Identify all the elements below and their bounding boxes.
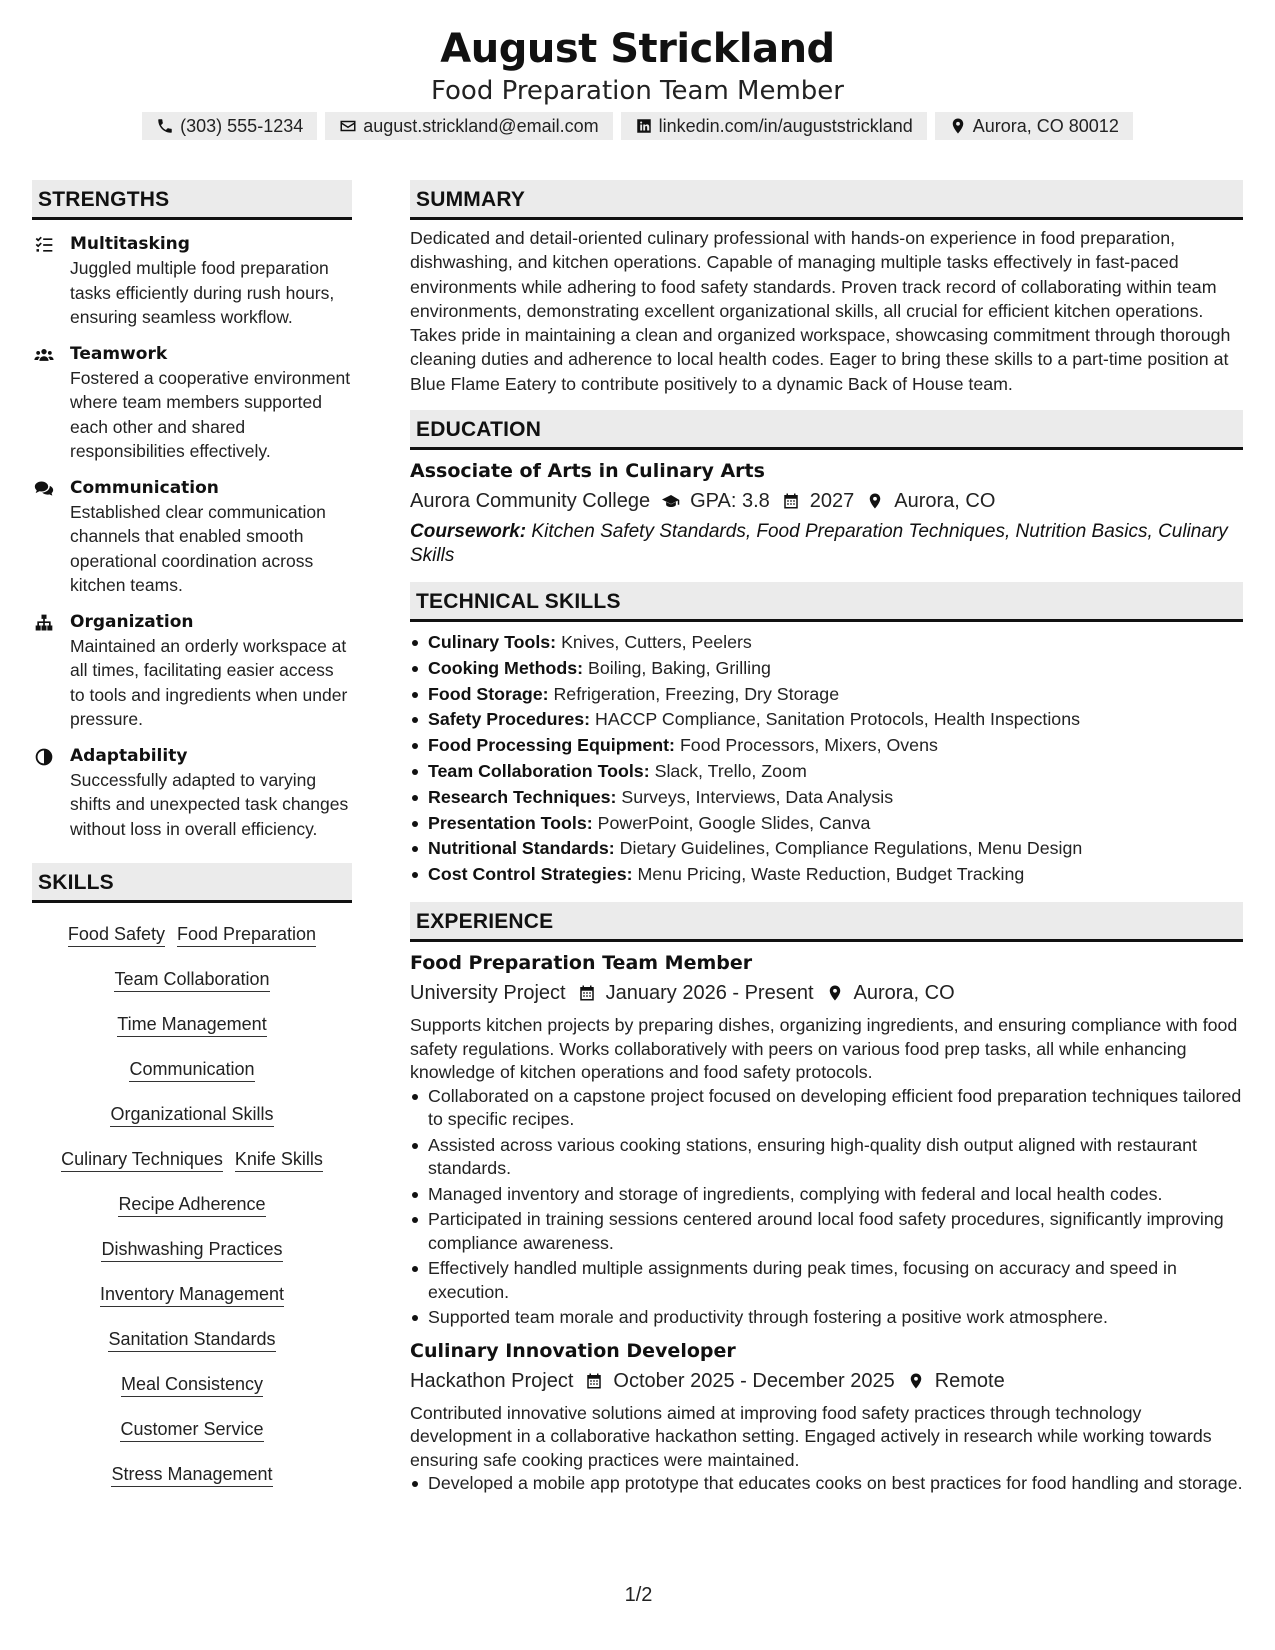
job-org: University Project	[410, 982, 566, 1005]
users-icon	[34, 345, 54, 365]
coursework	[410, 520, 1243, 568]
strength-title: Organization	[70, 611, 194, 632]
comments-icon	[34, 479, 54, 499]
list-item	[410, 785, 1243, 811]
job-description: Supports kitchen projects by preparing dishes, organizing ingredients, and ensuring compliance with food safety regulations. Works collaboratively with peers on various food prep tasks, all while enhancing knowledge of kitchen operations and food safety protocols.	[410, 1015, 1238, 1083]
skill-tag: Team Collaboration	[114, 967, 269, 992]
skill-tag: Stress Management	[111, 1462, 272, 1487]
list-item	[410, 682, 1243, 708]
grad-year: 2027	[809, 490, 855, 513]
list-item: Developed a mobile app prototype that educates cooks on best practices for food handling and storage.	[410, 1472, 1243, 1496]
list-item	[410, 707, 1243, 733]
list-item	[410, 733, 1243, 759]
location-icon	[866, 492, 884, 510]
tech-label: Nutritional Standards:	[428, 838, 615, 859]
technical-skills-heading: TECHNICAL SKILLS	[410, 582, 1243, 622]
summary-text: Dedicated and detail-oriented culinary professional with hands-on experience in food preparation, dishwashing, and kitchen operations. Capable of managing multiple tasks effectively in fast-paced environments while adhering to food safety standards. Proven track record of collaborating within team environments, demonstrating excellent organizational skills, all crucial for efficient kitchen operations. Takes pride in maintaining a clean and organized workspace, showcasing commitment through thorough cleaning duties and adherence to local health codes. Eager to bring these skills to a part-time position at Blue Flame Eatery to contribute positively to a dynamic Back of House team.	[410, 228, 1231, 394]
location-icon	[826, 984, 844, 1002]
strength-item	[32, 476, 352, 598]
strengths-heading: STRENGTHS	[32, 180, 352, 220]
contact-bar	[0, 112, 1275, 140]
phone-icon	[156, 117, 174, 135]
list-item: Effectively handled multiple assignments during peak times, focusing on accuracy and speed in execution.	[410, 1257, 1243, 1304]
tech-label: Presentation Tools:	[428, 812, 593, 833]
strength-desc: Successfully adapted to varying shifts and unexpected task changes without loss in overall efficiency.	[70, 769, 349, 839]
skill-tag: Sanitation Standards	[108, 1327, 275, 1352]
list-item	[410, 862, 1243, 888]
strength-desc: Maintained an orderly workspace at all times, facilitating easier access to tools and ingredients when under pressure.	[70, 635, 348, 729]
tech-value: HACCP Compliance, Sanitation Protocols, Health Inspections	[595, 709, 1080, 730]
job-location: Aurora, CO	[853, 982, 955, 1005]
strength-title: Teamwork	[70, 343, 168, 364]
skill-tag: Customer Service	[120, 1417, 263, 1442]
list-item: Assisted across various cooking stations, ensuring high-quality dish output aligned with restaurant standards.	[410, 1134, 1243, 1181]
tech-label: Food Storage:	[428, 683, 549, 704]
job-meta	[410, 978, 1243, 1008]
skill-tag: Communication	[129, 1057, 254, 1082]
candidate-name: August Strickland	[440, 26, 835, 72]
right-column	[410, 180, 1243, 1504]
email-icon	[339, 117, 357, 135]
tech-label: Team Collaboration Tools:	[428, 761, 650, 782]
skill-tag: Dishwashing Practices	[101, 1237, 282, 1262]
list-item: Managed inventory and storage of ingredients, complying with federal and local health codes.	[410, 1183, 1243, 1207]
strength-title: Communication	[70, 477, 219, 498]
skill-tag: Recipe Adherence	[118, 1192, 265, 1217]
graduation-cap-icon	[662, 492, 680, 510]
job-bullets	[410, 1472, 1243, 1496]
skill-tag: Organizational Skills	[110, 1102, 273, 1127]
education-heading: EDUCATION	[410, 410, 1243, 450]
contact-linkedin-text: linkedin.com/in/auguststrickland	[658, 116, 913, 136]
calendar-icon	[578, 984, 596, 1002]
job-title: Food Preparation Team Member	[410, 952, 753, 975]
list-check-icon	[34, 235, 54, 255]
skill-tag: Time Management	[117, 1012, 266, 1037]
candidate-role: Food Preparation Team Member	[430, 76, 844, 106]
contact-location-text: Aurora, CO 80012	[972, 116, 1119, 136]
list-item: Supported team morale and productivity through fostering a positive work atmosphere.	[410, 1306, 1243, 1330]
strength-item	[32, 232, 352, 330]
sitemap-icon	[34, 613, 54, 633]
tech-label: Research Techniques:	[428, 786, 617, 807]
gpa: GPA: 3.8	[690, 490, 770, 513]
skills-heading: SKILLS	[32, 863, 352, 903]
degree-title: Associate of Arts in Culinary Arts	[410, 460, 765, 483]
coursework-label: Coursework:	[410, 521, 527, 543]
list-item	[410, 759, 1243, 785]
tech-value: Menu Pricing, Waste Reduction, Budget Tracking	[637, 864, 1025, 885]
job-bullets	[410, 1085, 1243, 1330]
strength-desc: Fostered a cooperative environment where team members supported each other and shared responsibilities effectively.	[70, 367, 351, 461]
tech-value: Boiling, Baking, Grilling	[588, 657, 771, 678]
tech-value: Dietary Guidelines, Compliance Regulations, Menu Design	[619, 838, 1083, 859]
school-name: Aurora Community College	[410, 490, 651, 513]
calendar-icon	[782, 492, 800, 510]
job-dates: October 2025 - December 2025	[613, 1369, 895, 1392]
tech-label: Cooking Methods:	[428, 657, 584, 678]
location-icon	[949, 117, 967, 135]
list-item: Collaborated on a capstone project focused on developing efficient food preparation techniques tailored to specific recipes.	[410, 1085, 1243, 1132]
strength-title: Multitasking	[70, 234, 190, 254]
skill-tag: Inventory Management	[100, 1282, 284, 1307]
tech-value: Refrigeration, Freezing, Dry Storage	[553, 683, 840, 704]
job-description: Contributed innovative solutions aimed at improving food safety practices through technology development in a collaborative hackathon setting. Engaged actively in research while working towards ensuring safe cooking practices were maintained.	[410, 1402, 1212, 1470]
contact-linkedin[interactable]	[621, 112, 927, 140]
job-dates: January 2026 - Present	[605, 982, 814, 1005]
strength-title: Adaptability	[70, 745, 188, 766]
skill-tag: Knife Skills	[235, 1147, 323, 1172]
list-item	[410, 630, 1243, 656]
tech-value: PowerPoint, Google Slides, Canva	[597, 812, 871, 833]
summary-heading: SUMMARY	[410, 180, 1243, 220]
list-item	[410, 836, 1243, 862]
contact-location	[935, 112, 1133, 140]
strength-desc: Juggled multiple food preparation tasks efficiently during rush hours, ensuring seamless workflow.	[70, 258, 335, 327]
education-meta	[410, 486, 1243, 516]
contact-phone[interactable]	[142, 112, 317, 140]
resume-body	[32, 180, 1243, 1504]
skill-tag: Food Preparation	[177, 922, 316, 947]
contact-phone-text: (303) 555-1234	[180, 116, 304, 136]
technical-skills-list	[410, 630, 1243, 888]
job-meta	[410, 1366, 1243, 1396]
tech-value: Surveys, Interviews, Data Analysis	[621, 786, 894, 807]
half-circle-icon	[34, 747, 54, 767]
job-entry	[410, 950, 1243, 1330]
school-location: Aurora, CO	[894, 490, 996, 513]
job-title: Culinary Innovation Developer	[410, 1339, 736, 1362]
tech-label: Culinary Tools:	[428, 632, 557, 653]
resume-header	[0, 0, 1275, 140]
job-org: Hackathon Project	[410, 1369, 574, 1392]
tech-label: Safety Procedures:	[428, 709, 591, 730]
page-number: 1/2	[624, 1584, 653, 1606]
tech-value: Slack, Trello, Zoom	[654, 761, 807, 782]
strength-item	[32, 744, 352, 842]
coursework-list: Kitchen Safety Standards, Food Preparation Techniques, Nutrition Basics, Culinary Skills	[410, 521, 1228, 567]
skill-tag: Meal Consistency	[121, 1372, 263, 1397]
list-item	[410, 656, 1243, 682]
contact-email-text: august.strickland@email.com	[363, 116, 599, 136]
linkedin-icon	[635, 117, 653, 135]
list-item	[410, 811, 1243, 837]
experience-heading: EXPERIENCE	[410, 902, 1243, 942]
location-icon	[907, 1372, 925, 1390]
tech-value: Food Processors, Mixers, Ovens	[679, 735, 938, 756]
job-location: Remote	[934, 1369, 1005, 1392]
strength-item	[32, 342, 352, 464]
tech-value: Knives, Cutters, Peelers	[561, 632, 752, 653]
skills-tags	[32, 913, 352, 1498]
job-entry	[410, 1338, 1243, 1496]
skill-tag: Culinary Techniques	[61, 1147, 223, 1172]
skill-tag: Food Safety	[68, 922, 165, 947]
left-column	[32, 180, 352, 1504]
list-item: Participated in training sessions centered around local food safety procedures, significantly improving compliance awareness.	[410, 1208, 1243, 1255]
strength-item	[32, 610, 352, 732]
contact-email[interactable]	[325, 112, 612, 140]
strength-desc: Established clear communication channels that enabled smooth operational coordination across kitchen teams.	[70, 501, 326, 595]
tech-label: Food Processing Equipment:	[428, 735, 675, 756]
calendar-icon	[585, 1372, 603, 1390]
tech-label: Cost Control Strategies:	[428, 864, 633, 885]
